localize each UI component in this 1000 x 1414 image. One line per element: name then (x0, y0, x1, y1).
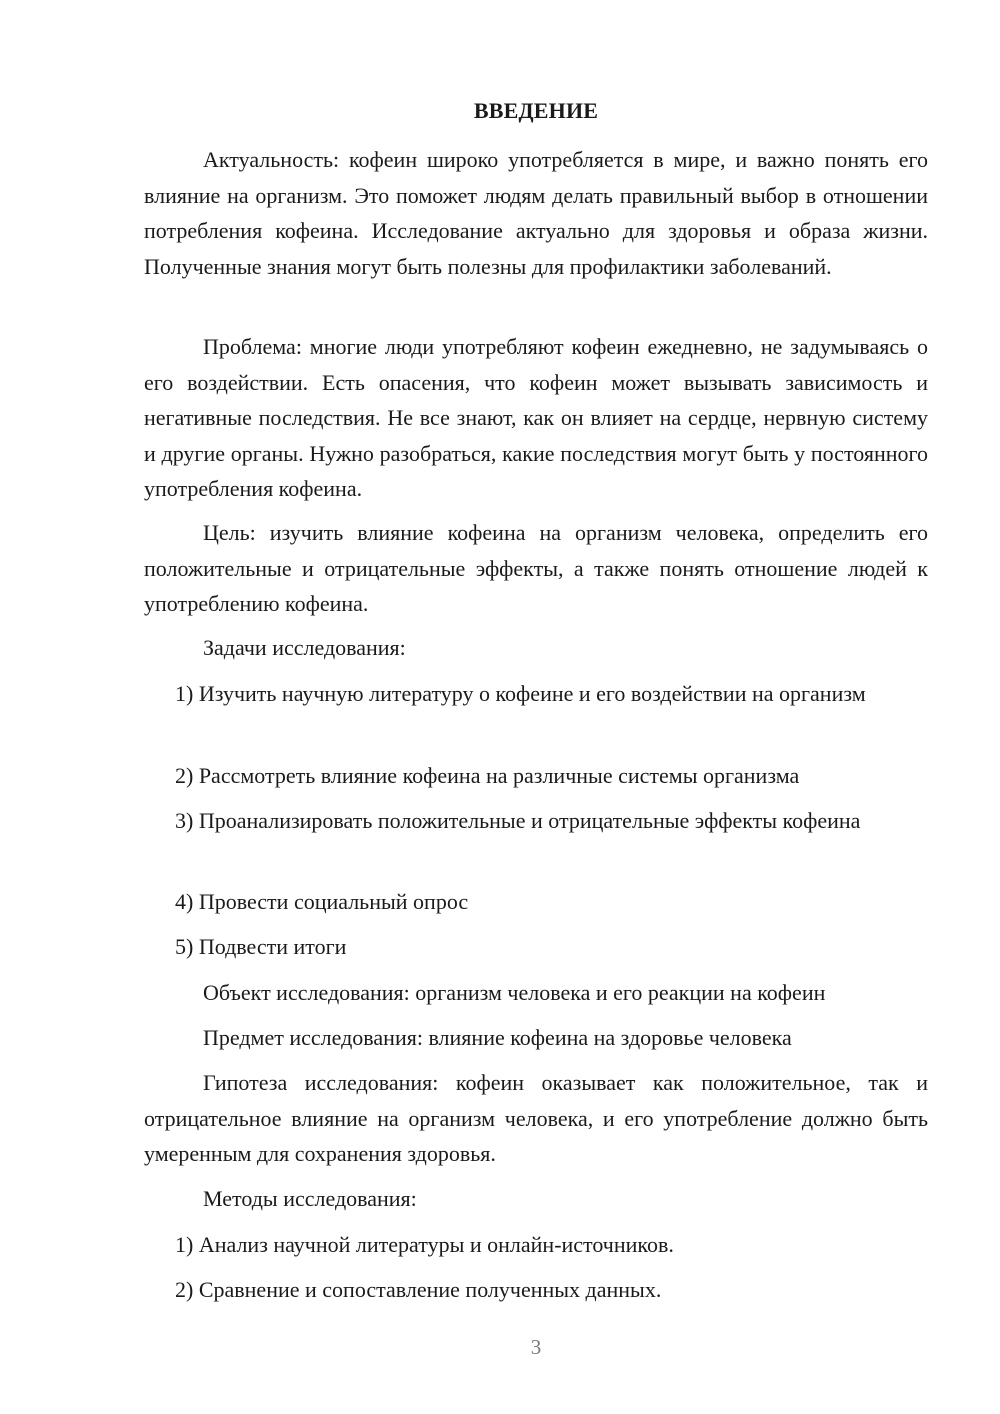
tasks-title: Задачи исследования: (203, 635, 406, 660)
subject-paragraph: Предмет исследования: влияние кофеина на здоровье человека (203, 1025, 792, 1050)
relevance-paragraph: Актуальность: кофеин широко употребляется в мире, и важно понять его влияние на организм. Это поможет людям делать правильный выбор в отношении потребления кофеина. Исследование актуально для здоровья и образа жизни. Полученные знания могут быть полезны для профилактики заболеваний. (144, 147, 928, 279)
task-item-2: 2) Рассмотреть влияние кофеина на различные системы организма (175, 763, 800, 788)
task-item-5: 5) Подвести итоги (175, 934, 347, 959)
method-item-2: 2) Сравнение и сопоставление полученных данных. (175, 1277, 662, 1302)
hypothesis-paragraph: Гипотеза исследования: кофеин оказывает как положительное, так и отрицательное влияние на организм человека, и его употребление должно быть умеренным для сохранения здоровья. (144, 1070, 928, 1166)
object-paragraph: Объект исследования: организм человека и его реакции на кофеин (203, 980, 826, 1005)
section-heading: ВВЕДЕНИЕ (473, 98, 599, 123)
task-item-1: 1) Изучить научную литературу о кофеине и его воздействии на организм (175, 681, 866, 706)
problem-paragraph: Проблема: многие люди употребляют кофеин ежедневно, не задумываясь о его воздействии. Есть опасения, что кофеин может вызывать зависимость и негативные последствия. Не все знают, как он влияет на сердце, нервную систему и другие органы. Нужно разобраться, какие последствия могут быть у постоянного употребления кофеина. (144, 334, 928, 501)
methods-title: Методы исследования: (203, 1186, 417, 1211)
method-item-1: 1) Анализ научной литературы и онлайн-источников. (175, 1232, 674, 1257)
goal-paragraph: Цель: изучить влияние кофеина на организм человека, определить его положительные и отрицательные эффекты, а также понять отношение людей к употреблению кофеина. (144, 520, 928, 616)
task-item-4: 4) Провести социальный опрос (175, 889, 469, 914)
page-number: 3 (530, 1335, 542, 1359)
task-item-3: 3) Проанализировать положительные и отрицательные эффекты кофеина (175, 808, 861, 833)
document-page (144, 0, 928, 1414)
